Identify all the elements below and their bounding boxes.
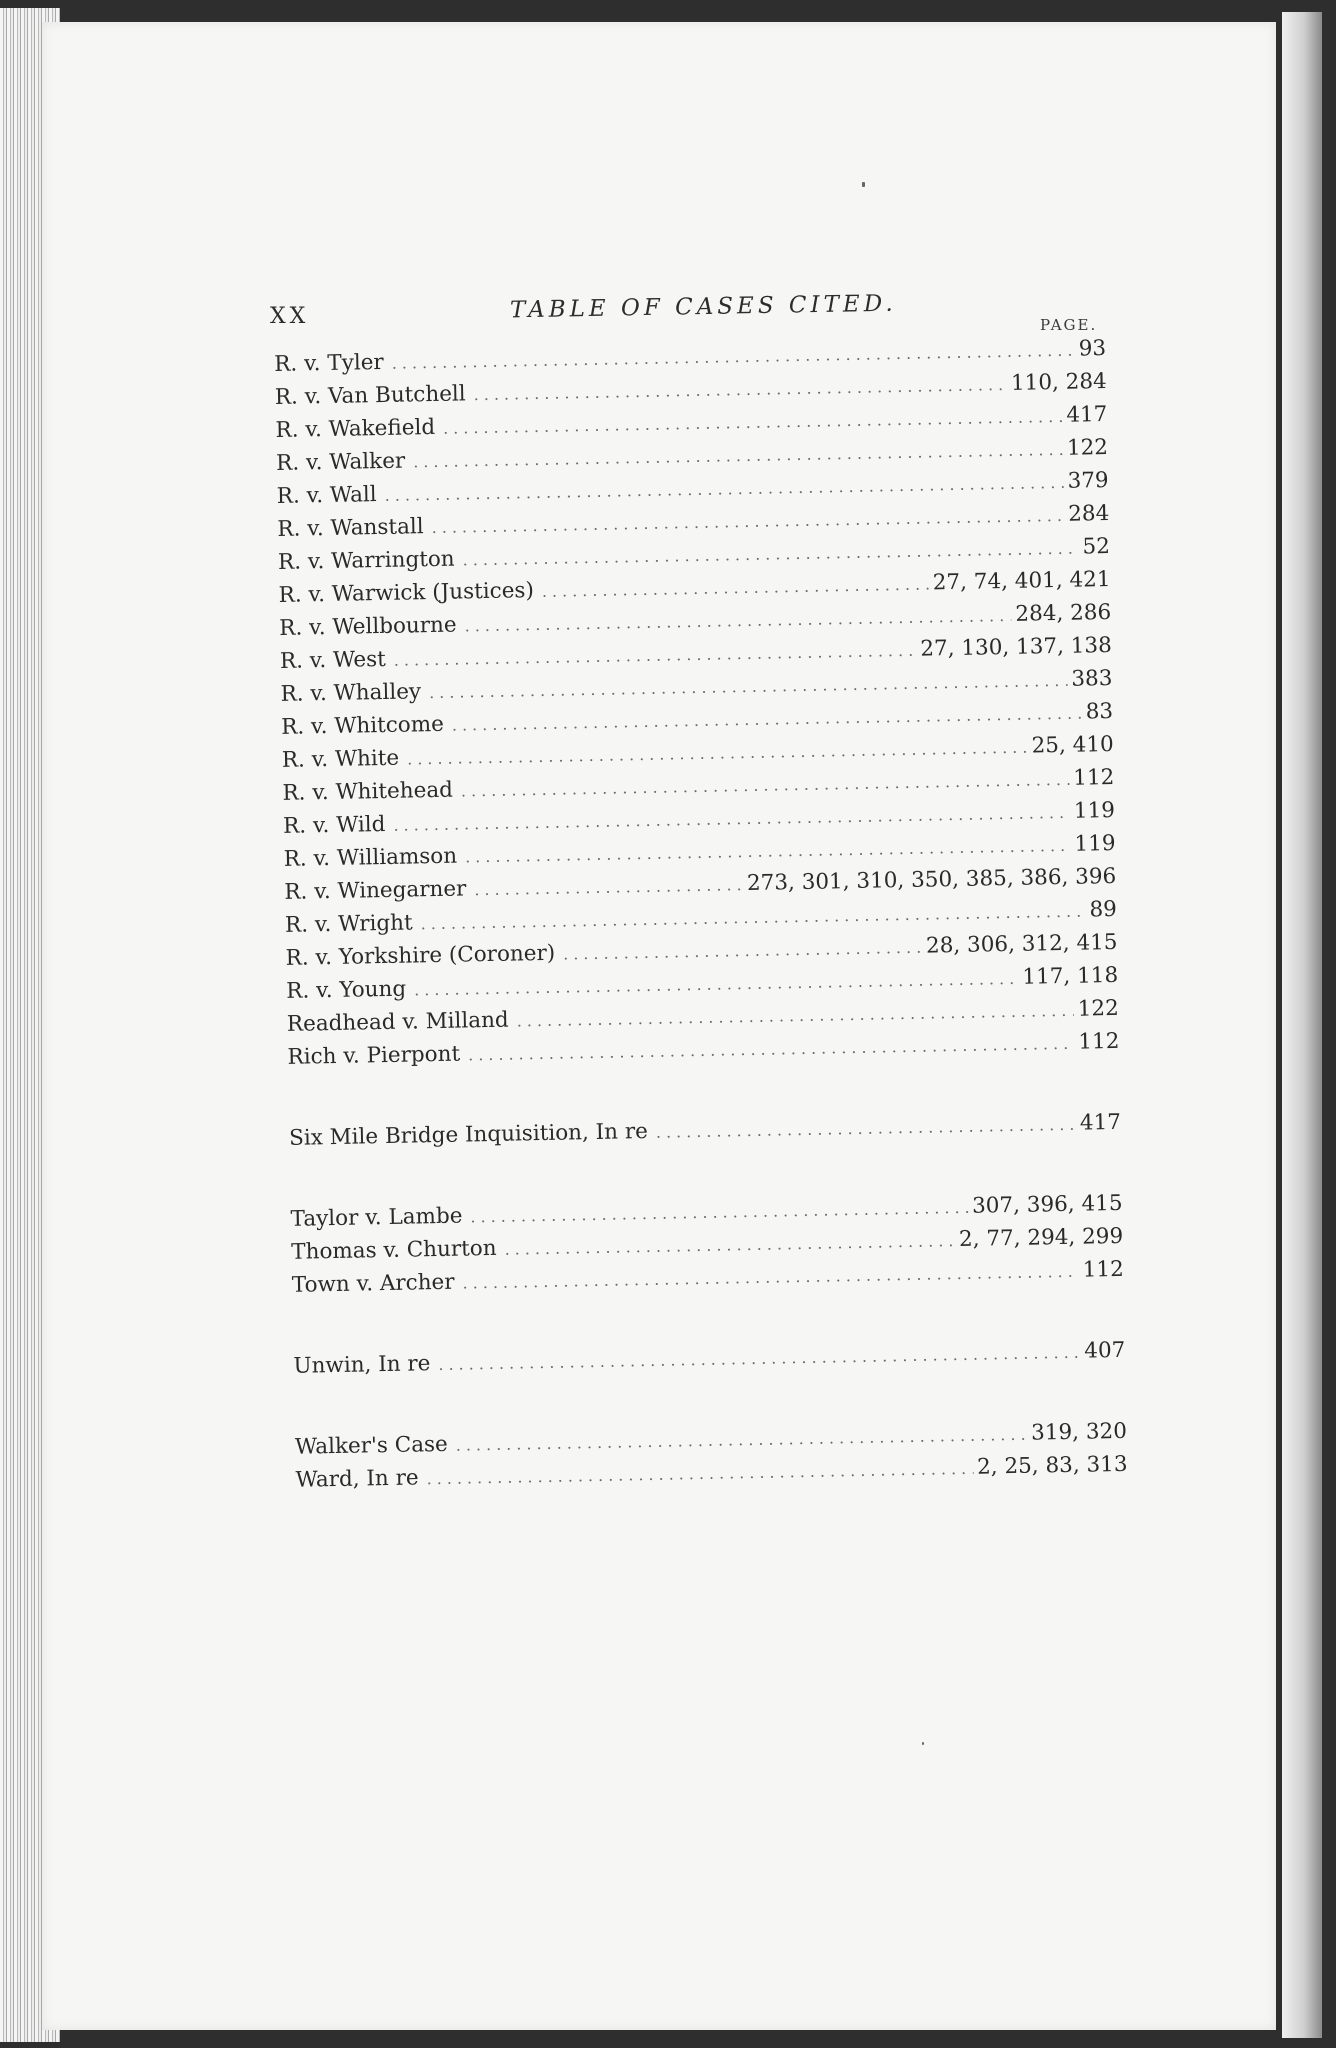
case-name: Ward, In re xyxy=(295,1465,419,1493)
case-name: R. v. Williamson xyxy=(283,843,458,872)
case-pages: 52 xyxy=(1082,533,1111,560)
case-name: R. v. West xyxy=(279,646,387,674)
case-pages: 119 xyxy=(1073,797,1116,824)
case-name: Thomas v. Churton xyxy=(291,1235,497,1265)
case-pages: 117, 118 xyxy=(1022,962,1119,990)
case-name: R. v. Whitehead xyxy=(282,777,454,806)
dot-leader xyxy=(392,341,1075,373)
case-name: R. v. Whitcome xyxy=(280,711,445,740)
book-page xyxy=(42,22,1276,2030)
case-pages: 417 xyxy=(1079,1109,1122,1136)
case-pages: 110, 284 xyxy=(1010,369,1107,396)
case-name: R. v. Winegarner xyxy=(284,876,467,905)
dot-leader xyxy=(426,1459,973,1488)
case-name: R. v. Whalley xyxy=(280,679,422,707)
case-name: R. v. Young xyxy=(286,976,407,1004)
case-pages: 273, 301, 310, 350, 385, 386, 396 xyxy=(746,863,1117,897)
case-name: R. v. Wakefield xyxy=(275,414,436,443)
case-name: R. v. Wild xyxy=(282,811,386,839)
case-pages: 2, 25, 83, 313 xyxy=(976,1451,1128,1480)
case-name: R. v. Wright xyxy=(284,910,413,938)
dot-leader xyxy=(656,1115,1076,1142)
dot-leader xyxy=(563,938,922,964)
case-pages: 379 xyxy=(1067,468,1109,494)
case-pages: 112 xyxy=(1082,1256,1125,1283)
case-pages: 2, 77, 294, 299 xyxy=(958,1223,1124,1253)
case-entry xyxy=(293,1338,1125,1387)
case-group xyxy=(295,1419,1128,1501)
case-name: R. v. Van Butchell xyxy=(274,381,466,410)
case-name: R. v. White xyxy=(281,745,400,773)
case-pages: 83 xyxy=(1085,698,1114,725)
dot-leader xyxy=(470,1198,968,1227)
binding-shadow xyxy=(1282,12,1322,2038)
case-name: R. v. Wall xyxy=(276,482,377,509)
case-name: R. v. Warrington xyxy=(277,546,455,575)
case-name: R. v. Yorkshire (Coroner) xyxy=(285,940,556,971)
case-pages: 27, 74, 401, 421 xyxy=(932,566,1111,596)
dot-leader xyxy=(456,1425,1028,1455)
case-pages: 122 xyxy=(1077,995,1119,1022)
case-table xyxy=(274,336,1128,1501)
ink-speck xyxy=(922,1742,924,1745)
case-name: Walker's Case xyxy=(294,1431,449,1460)
page-title: TABLE OF CASES CITED. xyxy=(509,290,897,324)
case-name: Unwin, In re xyxy=(293,1351,431,1379)
dot-leader xyxy=(394,641,917,670)
case-pages: 383 xyxy=(1071,665,1113,692)
dot-leader xyxy=(474,375,1008,404)
case-name: R. v. Tyler xyxy=(274,349,384,377)
case-name: R. v. Wellbourne xyxy=(279,612,457,641)
case-name: Taylor v. Lambe xyxy=(290,1203,463,1232)
case-group xyxy=(289,1110,1121,1159)
case-pages: 307, 396, 415 xyxy=(971,1190,1123,1219)
page-column-label: PAGE. xyxy=(1040,316,1098,334)
case-pages: 119 xyxy=(1074,830,1116,857)
dot-leader xyxy=(438,1343,1080,1374)
case-group xyxy=(290,1191,1124,1306)
ink-speck xyxy=(862,182,865,187)
case-pages: 122 xyxy=(1066,435,1109,461)
page-folio: XX xyxy=(270,304,310,329)
case-group xyxy=(293,1338,1125,1387)
case-name: Readhead v. Milland xyxy=(286,1007,509,1037)
case-pages: 25, 410 xyxy=(1031,731,1114,759)
case-name: Town v. Archer xyxy=(291,1269,455,1298)
case-pages: 417 xyxy=(1066,402,1108,428)
case-group xyxy=(274,336,1120,1078)
case-pages: 27, 130, 137, 138 xyxy=(920,632,1113,662)
case-pages: 407 xyxy=(1084,1337,1126,1364)
dot-leader xyxy=(464,606,1011,635)
case-pages: 93 xyxy=(1078,336,1107,362)
case-name: R. v. Warwick (Justices) xyxy=(278,578,535,608)
case-pages: 112 xyxy=(1073,764,1115,791)
case-name: Six Mile Bridge Inquisition, In re xyxy=(288,1118,649,1151)
dot-leader xyxy=(474,875,743,899)
dot-leader xyxy=(504,1231,955,1259)
case-pages: 89 xyxy=(1089,896,1118,923)
case-pages: 284 xyxy=(1067,500,1110,527)
case-pages: 28, 306, 312, 415 xyxy=(925,929,1118,959)
case-pages: 112 xyxy=(1078,1028,1120,1055)
case-entry xyxy=(289,1110,1121,1159)
case-pages: 284, 286 xyxy=(1015,599,1112,627)
case-name: R. v. Wanstall xyxy=(277,514,424,542)
dot-leader xyxy=(542,574,929,600)
dot-leader xyxy=(517,1001,1074,1031)
case-name: Rich v. Pierpont xyxy=(287,1041,461,1070)
case-name: R. v. Walker xyxy=(275,448,406,476)
case-pages: 319, 320 xyxy=(1030,1418,1128,1446)
